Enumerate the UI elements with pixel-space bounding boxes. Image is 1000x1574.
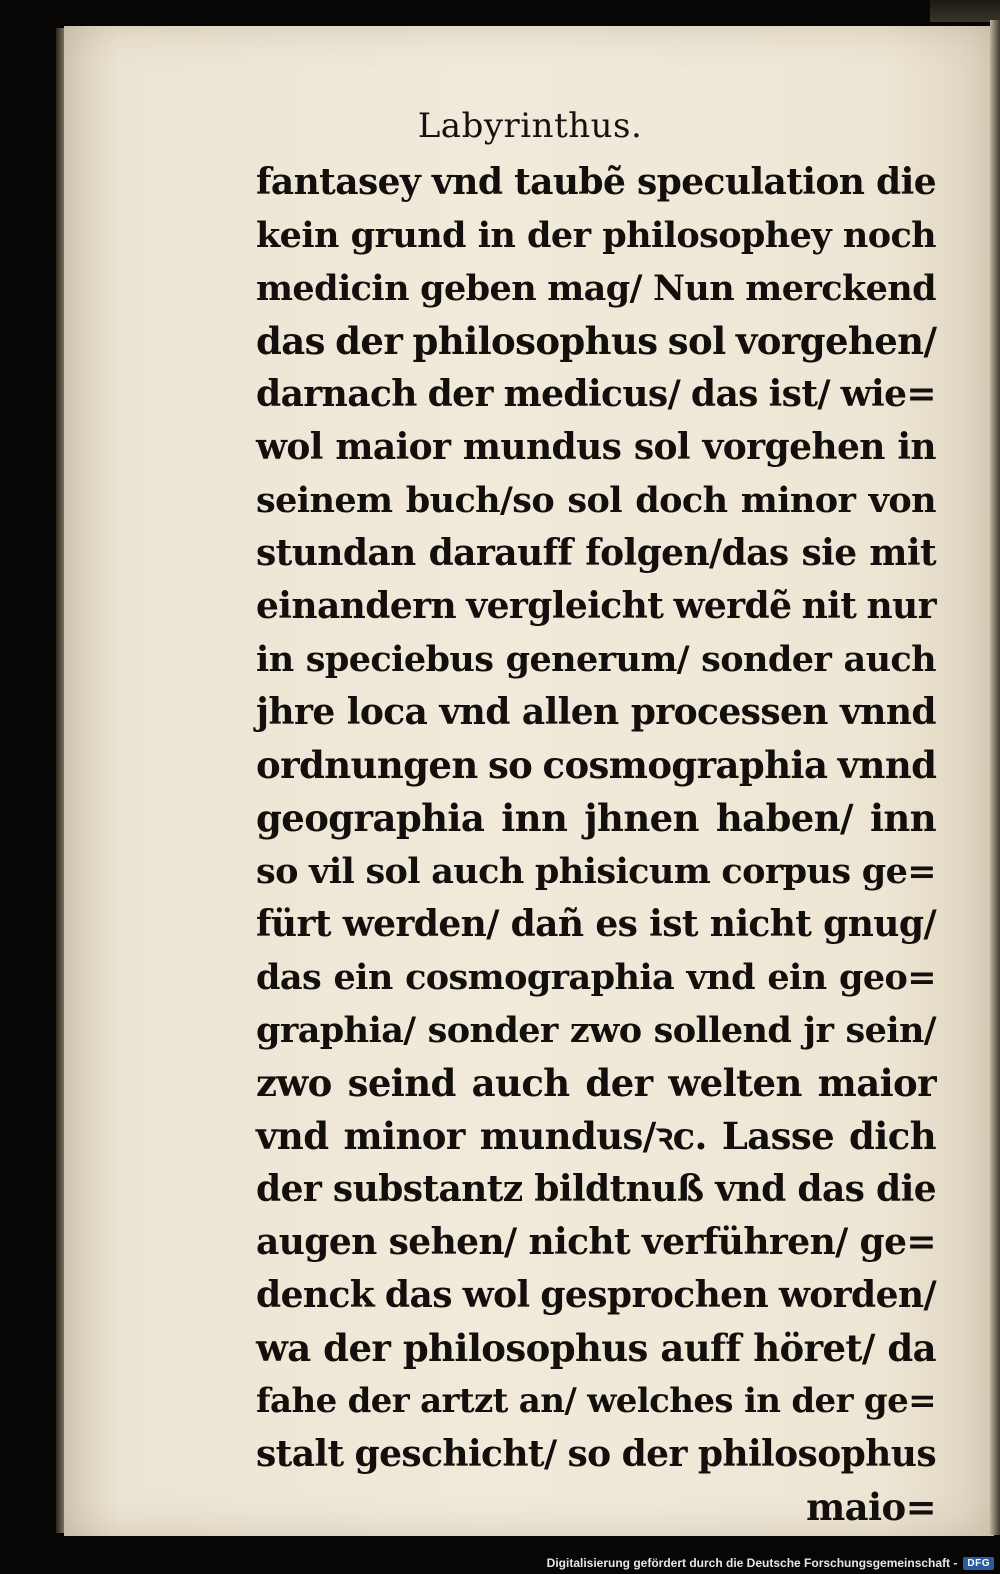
text-line: kein grund in der philosophey noch [256,215,936,256]
text-line: zwo seind auch der welten maior [256,1061,936,1105]
body-text [256,156,936,1534]
text-line: vnd minor mundus/ꝛc. Lasse dich [256,1114,936,1158]
text-line: fantasey vnd taubẽ speculation die [256,161,936,203]
text-line: augen sehen/ nicht verführen/ ge= [256,1221,936,1263]
text-line: seinem buch/so sol doch minor von [256,480,936,521]
text-line: darnach der medicus/ das ist/ wie= [256,373,936,415]
text-line: in speciebus generum/ sonder auch [256,639,936,680]
running-head: Labyrinthus. [417,106,643,146]
text-line: maio= [806,1485,936,1529]
text-line: stalt geschicht/ so der philosophus [256,1433,936,1475]
book-edge-top [930,0,1000,22]
text-line: einandern vergleicht werdẽ nit nur [256,585,936,627]
book-edge-right [990,20,1000,1535]
text-line: wa der philosophus auff höret/ da [256,1326,936,1370]
text-line: das der philosophus sol vorgehen/ [256,319,937,363]
footer-bar [0,1552,1000,1574]
text-line: graphia/ sonder zwo sollend jr sein/ [256,1010,936,1051]
text-line: das ein cosmographia vnd ein geo= [256,957,936,998]
text-line: wol maior mundus sol vorgehen in [256,426,936,468]
funding-credit: Digitalisierung gefördert durch die Deutsche Forschungsgemeinschaft - [546,1556,958,1570]
text-line: jhre loca vnd allen processen vnnd [256,691,936,733]
text-line: geographia inn jhnen haben/ inn [256,796,936,840]
text-line: fürt werden/ dañ es ist nicht gnug/ [256,903,936,945]
text-line: denck das wol gesprochen worden/ [256,1274,936,1316]
text-line: ordnungen so cosmographia vnnd [256,743,937,787]
text-line: der substantz bildtnuß vnd das die [256,1168,936,1210]
text-line: stundan darauff folgen/das sie mit [256,532,936,574]
text-line: medicin geben mag/ Nun merckend [256,268,936,309]
text-line: so vil sol auch phisicum corpus ge= [256,851,936,892]
text-line: fahe der artzt an/ welches in der ge= [256,1381,936,1421]
dfg-logo: DFG [963,1557,994,1570]
